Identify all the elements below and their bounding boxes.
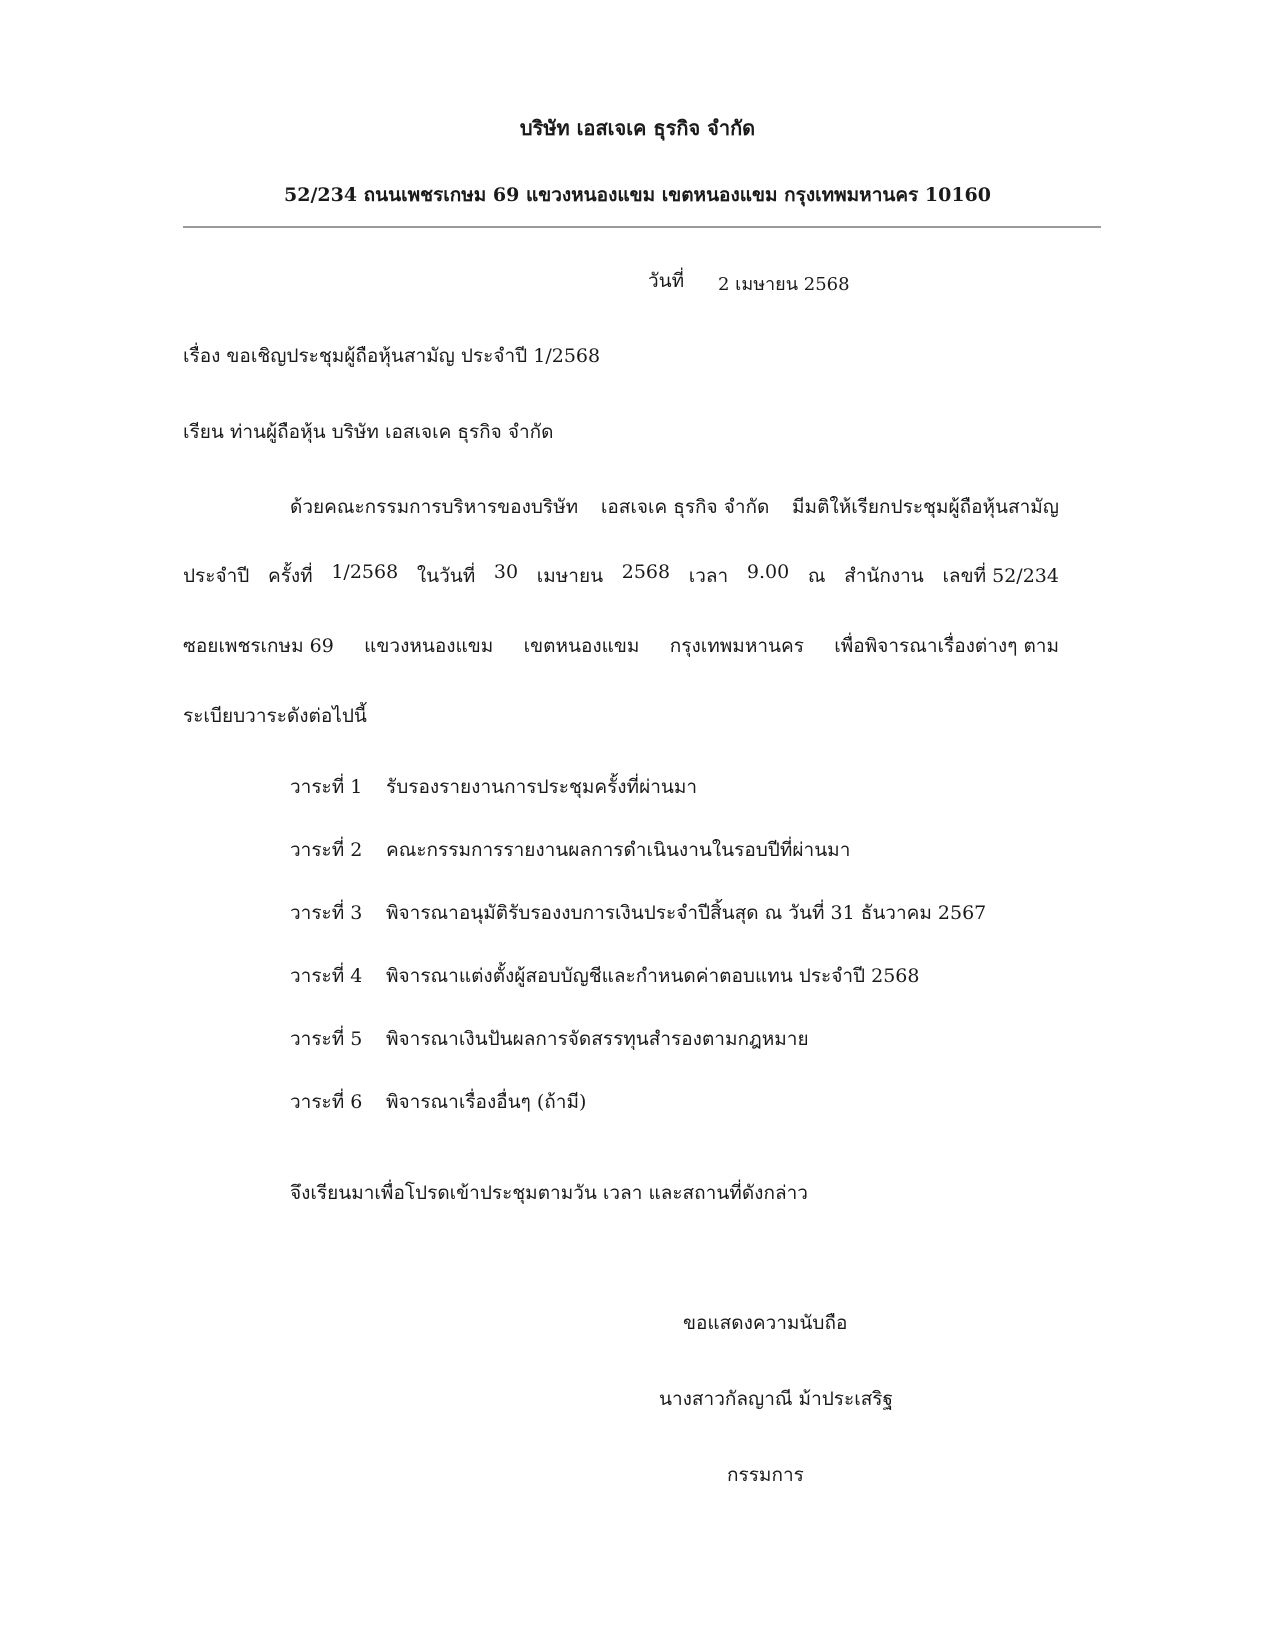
body-paragraph-line-3	[183, 631, 1059, 661]
agenda-item	[290, 835, 850, 865]
closing-line: จึงเรียนมาเพื่อโปรดเข้าประชุมตามวัน เวลา และสถานที่ดังกล่าว	[290, 1182, 808, 1204]
signature-name: นางสาวกัลญาณี ม้าประเสริฐ	[659, 1388, 893, 1410]
body-word: ครั้งที่	[267, 565, 313, 587]
body-word: ในวันที่	[416, 565, 476, 587]
body-word: 9.00	[746, 561, 790, 583]
agenda-number: วาระที่ 5	[290, 1028, 363, 1050]
date-label: วันที่	[648, 270, 685, 292]
body-word: เพื่อพิจารณาเรื่องต่างๆ ตาม	[834, 635, 1059, 657]
agenda-text: รับรองรายงานการประชุมครั้งที่ผ่านมา	[386, 776, 698, 798]
agenda-number: วาระที่ 3	[290, 902, 363, 924]
agenda-text: พิจารณาอนุมัติรับรองงบการเงินประจำปีสิ้นสุด ณ วันที่ 31 ธันวาคม 2567	[386, 902, 987, 924]
agenda-item	[290, 1024, 809, 1054]
company-name: บริษัท เอสเจเค ธุรกิจ จำกัด	[519, 116, 756, 140]
agenda-number: วาระที่ 4	[290, 965, 363, 987]
body-word: กรุงเทพมหานคร	[669, 635, 804, 657]
agenda-item	[290, 898, 986, 928]
body-word: ณ	[807, 565, 826, 587]
body-word: แขวงหนองแขม	[364, 635, 494, 657]
agenda-text: พิจารณาแต่งตั้งผู้สอบบัญชีและกำหนดค่าตอบแทน ประจำปี 2568	[386, 965, 920, 987]
body-word: ประจำปี	[183, 565, 250, 587]
agenda-text: คณะกรรมการรายงานผลการดำเนินงานในรอบปีที่ผ่านมา	[386, 839, 851, 861]
subject-line: เรื่อง ขอเชิญประชุมผู้ถือหุ้นสามัญ ประจำปี 1/2568	[183, 345, 601, 367]
body-word: เลขที่ 52/234	[942, 565, 1059, 587]
body-word: เอสเจเค ธุรกิจ จำกัด	[600, 496, 770, 518]
agenda-number: วาระที่ 6	[290, 1091, 363, 1113]
header-divider	[183, 226, 1101, 228]
body-word: ด้วยคณะกรรมการบริหารของบริษัท	[290, 496, 579, 518]
agenda-item	[290, 961, 919, 991]
agenda-item	[290, 772, 697, 802]
body-word: เมษายน	[536, 565, 604, 587]
agenda-number: วาระที่ 1	[290, 776, 363, 798]
signature-regards: ขอแสดงความนับถือ	[683, 1312, 848, 1334]
body-word: มีมติให้เรียกประชุมผู้ถือหุ้นสามัญ	[792, 496, 1059, 518]
body-word: 1/2568	[331, 561, 399, 583]
body-paragraph-line-1	[290, 492, 1059, 522]
signature-title: กรรมการ	[727, 1464, 804, 1486]
date-value: 2 เมษายน 2568	[718, 274, 850, 295]
company-address: 52/234 ถนนเพชรเกษม 69 แขวงหนองแขม เขตหนองแขม กรุงเทพมหานคร 10160	[284, 184, 991, 206]
body-word: ซอยเพชรเกษม 69	[183, 635, 334, 657]
body-word: สำนักงาน	[844, 565, 924, 587]
agenda-item	[290, 1087, 586, 1117]
body-word: เขตหนองแขม	[523, 635, 640, 657]
body-paragraph-line-4: ระเบียบวาระดังต่อไปนี้	[183, 705, 367, 727]
body-word: เวลา	[688, 565, 729, 587]
body-paragraph-line-2	[183, 561, 1059, 591]
recipient-line: เรียน ท่านผู้ถือหุ้น บริษัท เอสเจเค ธุรกิจ จำกัด	[183, 421, 554, 443]
body-word: 2568	[621, 561, 671, 583]
agenda-text: พิจารณาเงินปันผลการจัดสรรทุนสำรองตามกฎหมาย	[386, 1028, 809, 1050]
agenda-text: พิจารณาเรื่องอื่นๆ (ถ้ามี)	[386, 1091, 587, 1113]
body-word: 30	[493, 561, 519, 583]
agenda-number: วาระที่ 2	[290, 839, 363, 861]
